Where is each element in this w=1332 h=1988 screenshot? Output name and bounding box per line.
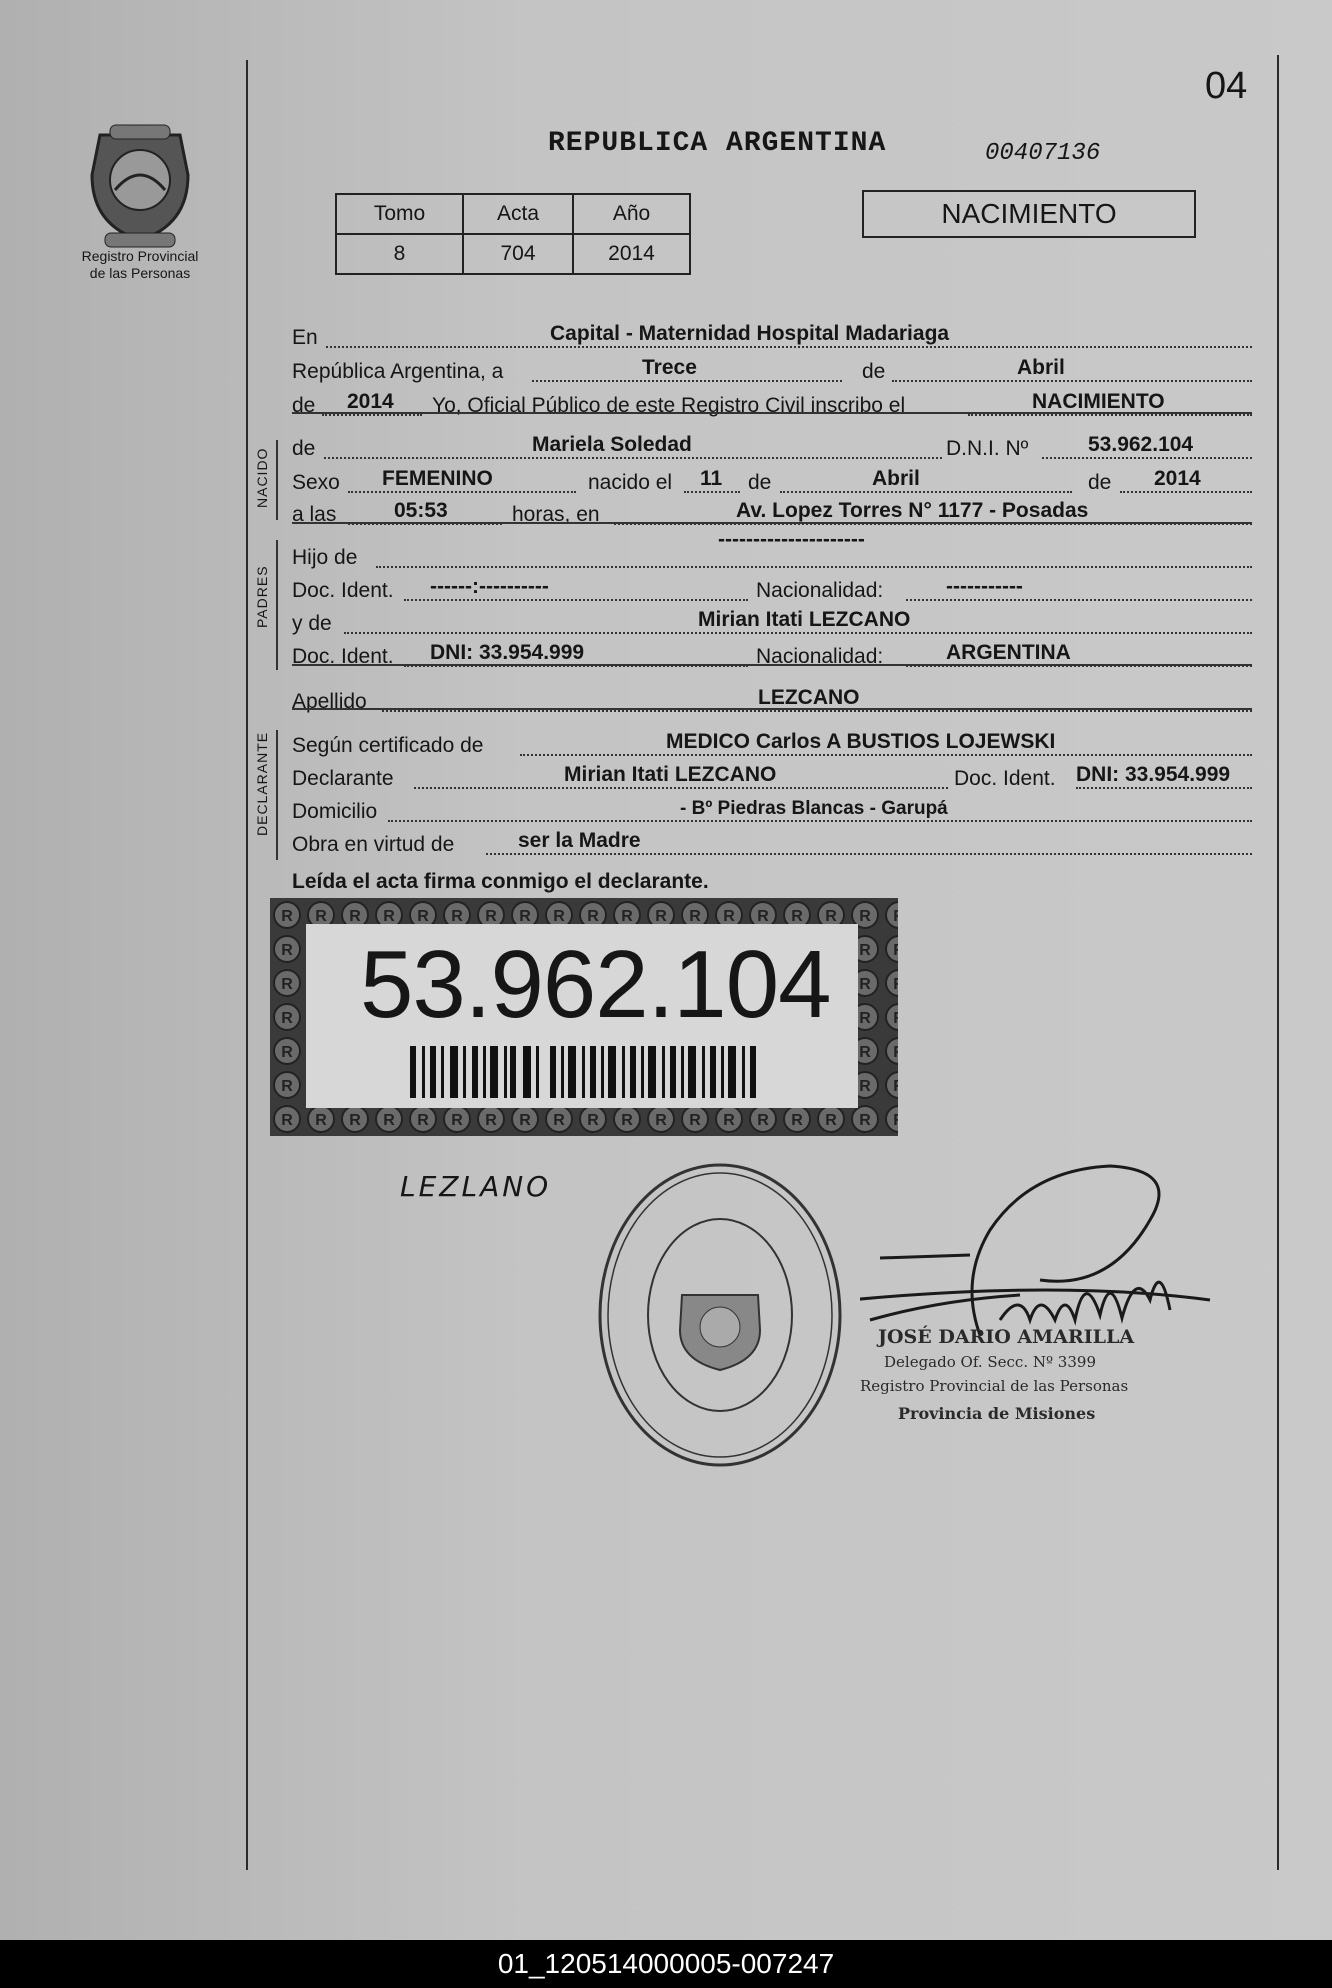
label-de-month: de — [862, 360, 886, 383]
label-yo: Yo, Oficial Público de este Registro Civil inscribo el — [432, 394, 906, 417]
barcode-number: 53.962.104 — [360, 931, 831, 1038]
record-type-box: NACIMIENTO — [862, 190, 1196, 238]
section-padres: PADRES — [254, 565, 270, 628]
label-de-birth-month: de — [748, 471, 772, 494]
value-capacity: ser la Madre — [518, 829, 641, 852]
value-place: Capital - Maternidad Hospital Madariaga — [550, 322, 950, 345]
field-date — [292, 356, 1252, 386]
value-year: 2014 — [347, 390, 394, 413]
label-declarante: Declarante — [292, 767, 394, 790]
field-declarant — [292, 763, 1252, 793]
field-sex-birth — [292, 467, 1252, 497]
serial-number: 00407136 — [985, 140, 1101, 167]
value-act-type: NACIMIENTO — [1032, 390, 1165, 413]
value-anio: 2014 — [573, 234, 690, 274]
value-declarant: Mirian Itati LEZCANO — [564, 763, 777, 786]
closing-statement: Leída el acta firma conmigo el declarante. — [292, 870, 709, 893]
label-hijo-de: Hijo de — [292, 546, 358, 569]
logo-caption-line1: Registro Provincial — [81, 248, 199, 264]
header-acta: Acta — [463, 194, 573, 234]
label-y-de: y de — [292, 612, 332, 635]
label-nacionalidad-mother: Nacionalidad: — [756, 645, 884, 668]
handwritten-surname: LEZLANO — [400, 1170, 552, 1203]
value-declarant-doc: DNI: 33.954.999 — [1076, 763, 1231, 786]
value-birth-day: 11 — [700, 467, 723, 490]
field-mother — [292, 608, 1252, 638]
field-year-act — [292, 390, 1252, 420]
value-name: Mariela Soledad — [532, 433, 692, 456]
official-office: Registro Provincial de las Personas — [860, 1377, 1129, 1395]
label-doc-ident-declarant: Doc. Ident. — [954, 767, 1056, 790]
header-tomo: Tomo — [336, 194, 463, 234]
value-mother-doc: DNI: 33.954.999 — [430, 641, 585, 664]
value-acta: 704 — [463, 234, 573, 274]
scan-id-footer: 01_120514000005-007247 — [0, 1940, 1332, 1988]
field-certificate — [292, 730, 1252, 760]
field-time-place — [292, 499, 1252, 529]
left-margin-line — [246, 60, 248, 1870]
value-month: Abril — [1017, 356, 1065, 379]
official-role: Delegado Of. Secc. Nº 3399 — [884, 1353, 1096, 1371]
label-dni: D.N.I. Nº — [946, 437, 1029, 460]
value-sex: FEMENINO — [382, 467, 493, 490]
record-table — [335, 193, 691, 275]
field-name — [292, 433, 1252, 463]
official-province: Provincia de Misiones — [898, 1404, 1096, 1423]
value-tomo: 8 — [336, 234, 463, 274]
value-mother: Mirian Itati LEZCANO — [698, 608, 911, 631]
label-nacionalidad-father: Nacionalidad: — [756, 579, 884, 602]
value-domicile: - Bº Piedras Blancas - Garupá — [680, 798, 948, 819]
field-domicile — [292, 796, 1252, 826]
document-title: REPUBLICA ARGENTINA — [548, 128, 887, 159]
label-en: En — [292, 326, 318, 349]
value-time: 05:53 — [394, 499, 448, 522]
section-nacido: NACIDO — [254, 447, 270, 508]
official-name: JOSÉ DARIO AMARILLA — [878, 1326, 1135, 1348]
page-number: 04 — [1205, 65, 1248, 107]
label-doc-ident-father: Doc. Ident. — [292, 579, 394, 602]
field-place — [292, 322, 1252, 352]
field-capacity — [292, 829, 1252, 859]
label-de-birth-year: de — [1088, 471, 1112, 494]
header-anio: Año — [573, 194, 690, 234]
label-de-name: de — [292, 437, 316, 460]
value-address: Av. Lopez Torres N° 1177 - Posadas — [736, 499, 1089, 522]
value-surname: LEZCANO — [758, 686, 860, 709]
label-doc-ident-mother: Doc. Ident. — [292, 645, 394, 668]
label-sexo: Sexo — [292, 471, 340, 494]
value-birth-year: 2014 — [1154, 467, 1201, 490]
value-father: --------------------- — [718, 528, 865, 551]
label-obra: Obra en virtud de — [292, 833, 455, 856]
right-margin-line — [1277, 55, 1279, 1870]
label-de-year: de — [292, 394, 316, 417]
value-father-doc: ------:---------- — [430, 575, 549, 598]
label-horas-en: horas, en — [512, 503, 600, 526]
value-dni: 53.962.104 — [1088, 433, 1194, 456]
official-seal — [590, 1155, 850, 1475]
value-father-nationality: ----------- — [946, 575, 1023, 598]
field-father — [292, 528, 1252, 572]
label-republica: República Argentina, a — [292, 360, 504, 383]
logo-caption — [60, 248, 220, 282]
field-surname — [292, 686, 1252, 716]
value-day-words: Trece — [642, 356, 697, 379]
field-father-doc — [292, 575, 1252, 605]
value-birth-month: Abril — [872, 467, 920, 490]
label-domicilio: Domicilio — [292, 800, 378, 823]
provincial-emblem-icon — [80, 115, 200, 255]
label-segun: Según certificado de — [292, 734, 484, 757]
value-certificate: MEDICO Carlos A BUSTIOS LOJEWSKI — [666, 730, 1056, 753]
label-nacido-el: nacido el — [588, 471, 673, 494]
label-a-las: a las — [292, 503, 337, 526]
label-apellido: Apellido — [292, 690, 367, 713]
value-mother-nationality: ARGENTINA — [946, 641, 1071, 664]
logo-caption-line2: de las Personas — [89, 265, 191, 281]
field-mother-doc — [292, 641, 1252, 671]
section-declarante: DECLARANTE — [254, 731, 270, 836]
